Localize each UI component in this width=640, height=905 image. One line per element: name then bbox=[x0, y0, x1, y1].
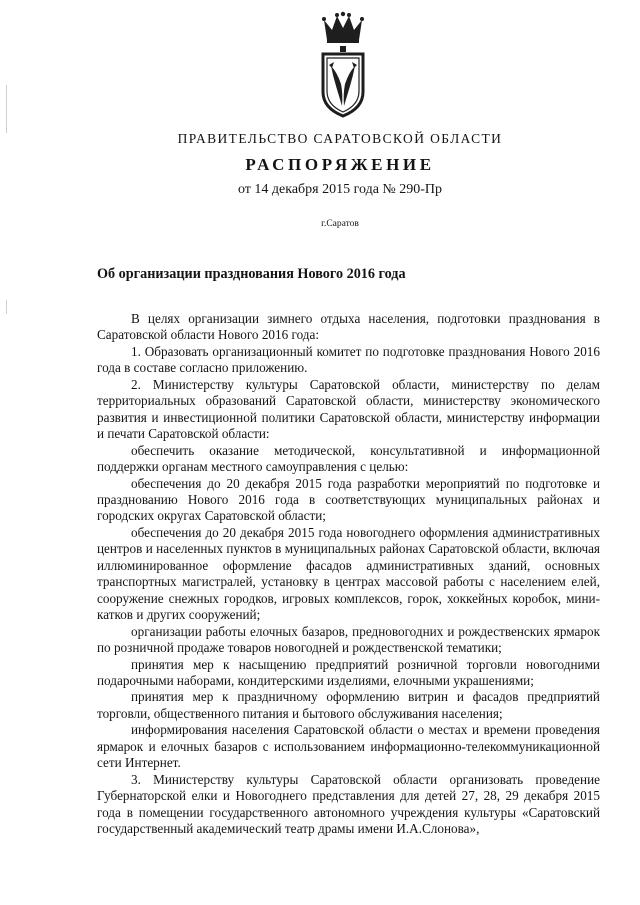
paragraph: 3. Министерству культуры Саратовской области организовать проведение Губернаторской елки и Новогоднего представления для детей 27, 28, 29 декабря 2015 года в помещении государственного автономного учреждения культуры «Саратовский государственный академический театр драмы имени И.А.Слонова», bbox=[97, 771, 600, 837]
paragraph: обеспечить оказание методической, консультативной и информационной поддержки органам местного самоуправления с целью: bbox=[97, 442, 600, 475]
saratov-coat-of-arms-icon bbox=[315, 10, 371, 120]
paragraph: информирования населения Саратовской области о местах и времени проведения ярмарок и елочных базаров с использованием информационно-телекоммуникационной сети Интернет. bbox=[97, 722, 600, 771]
paragraph: обеспечения до 20 декабря 2015 года разработки мероприятий по подготовке и празднованию Нового 2016 года в соответствующих муниципальных районах и городских округах Саратовской области; bbox=[97, 475, 600, 524]
document-subject: Об организации празднования Нового 2016 года bbox=[97, 266, 406, 282]
scan-edge-mark bbox=[6, 300, 7, 314]
paragraph: 2. Министерству культуры Саратовской области, министерству по делам территориальных образований Саратовской области, министерству экономического развития и инвестиционной политики Саратовской области, министерству информации и печати Саратовской области: bbox=[97, 376, 600, 442]
document-date-number: от 14 декабря 2015 года № 290-Пр bbox=[237, 182, 443, 197]
scan-edge-mark bbox=[6, 85, 7, 133]
paragraph: принятия мер к праздничному оформлению витрин и фасадов предприятий торговли, общественного питания и бытового обслуживания населения; bbox=[97, 689, 600, 721]
document-city: г.Саратов bbox=[321, 219, 359, 229]
document-type: РАСПОРЯЖЕНИЕ bbox=[245, 155, 435, 174]
paragraph: принятия мер к насыщению предприятий розничной торговли новогодними подарочными наборами, кондитерскими изделиями, елочными украшениями; bbox=[97, 656, 600, 688]
paragraph: организации работы елочных базаров, предновогодних и рождественских ярмарок по розничной продаже товаров новогодней и рождественской тематики; bbox=[97, 623, 600, 656]
paragraph: В целях организации зимнего отдыха населения, подготовки празднования в Саратовской области Нового 2016 года: bbox=[97, 311, 600, 343]
government-title: ПРАВИТЕЛЬСТВО САРАТОВСКОЙ ОБЛАСТИ bbox=[177, 131, 503, 146]
document-body bbox=[97, 311, 600, 838]
paragraph: 1. Образовать организационный комитет по подготовке празднования Нового 2016 года в составе согласно приложению. bbox=[97, 343, 600, 376]
paragraph: обеспечения до 20 декабря 2015 года новогоднего оформления административных центров и населенных пунктов в муниципальных районах Саратовской области, включая иллюминированное оформление фасадов административных зданий, основных транспортных магистралей, установку в центрах массовой работы с населением елей, сооружение снежных городков, игровых комплексов, горок, хоккейных коробок, мини-катков и других сооружений; bbox=[97, 524, 600, 623]
